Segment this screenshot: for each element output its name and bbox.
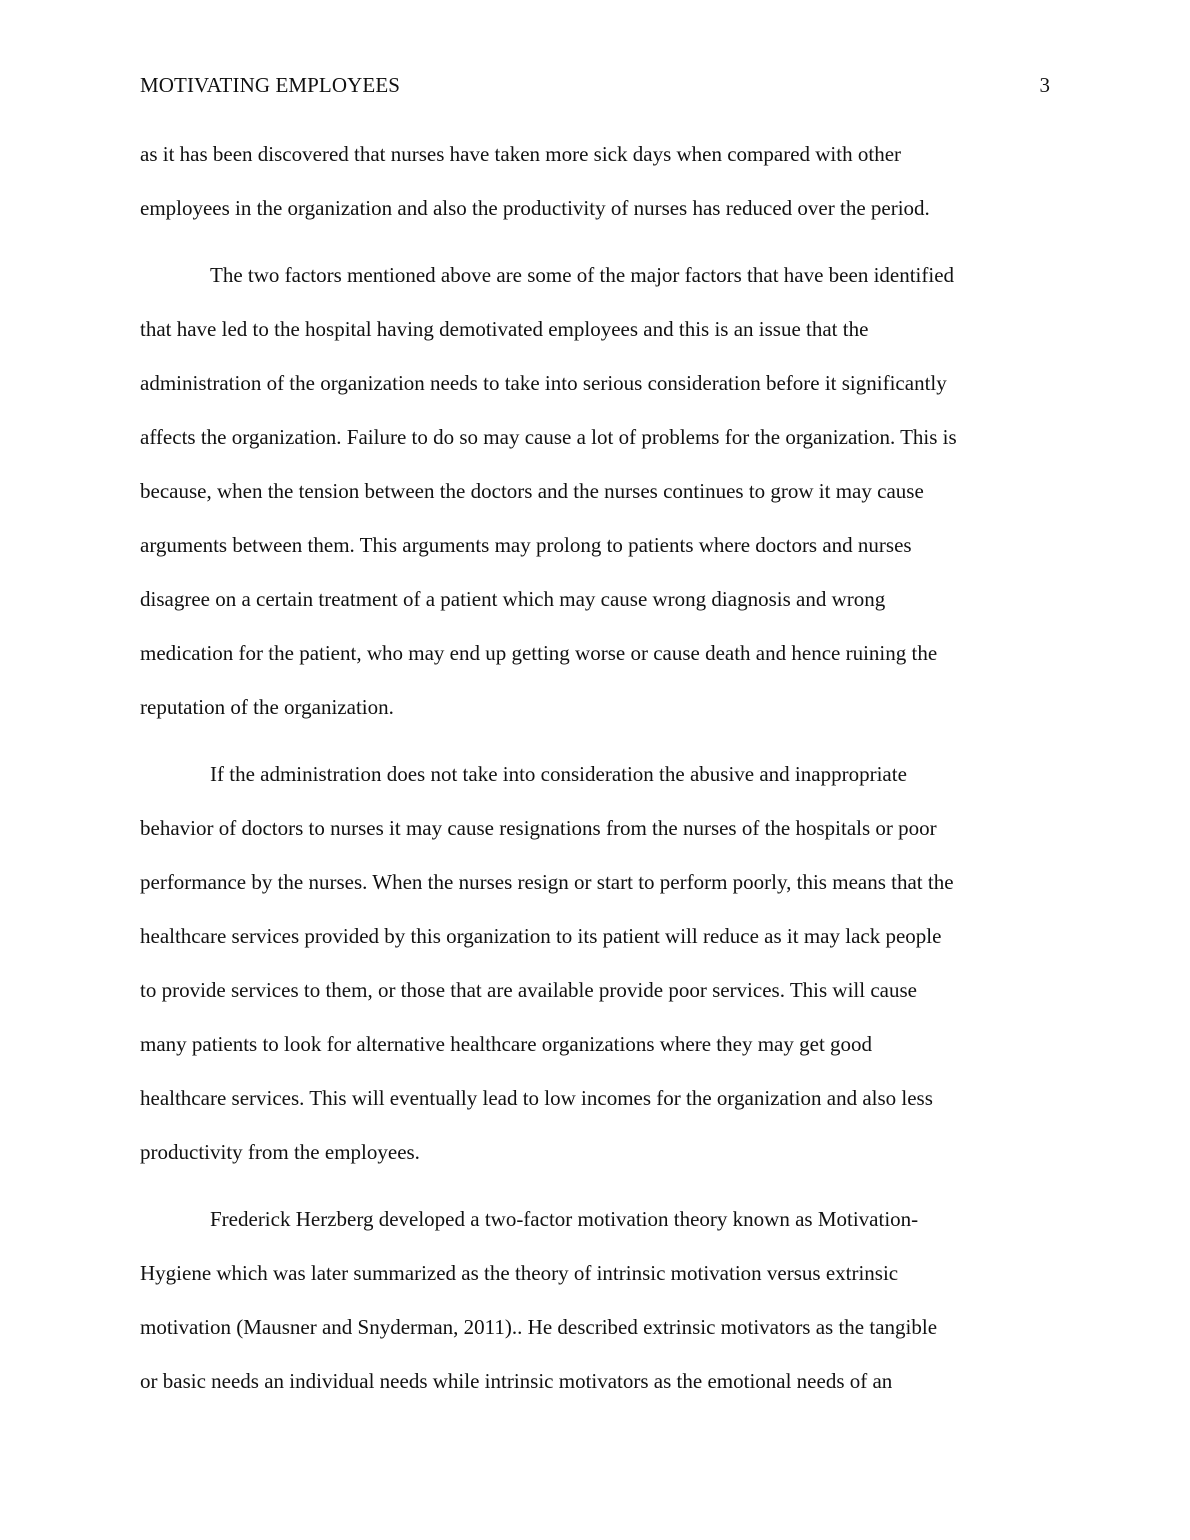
- text-line: The two factors mentioned above are some of the major factors that have been identified: [210, 263, 955, 287]
- text-line: to provide services to them, or those that are available provide poor services. This will cause: [140, 978, 917, 1002]
- text-line: behavior of doctors to nurses it may cause resignations from the nurses of the hospitals or poor: [140, 816, 937, 840]
- text-line: or basic needs an individual needs while intrinsic motivators as the emotional needs of an: [140, 1369, 893, 1393]
- text-line: as it has been discovered that nurses have taken more sick days when compared with other: [140, 142, 902, 166]
- text-line: many patients to look for alternative healthcare organizations where they may get good: [140, 1032, 873, 1056]
- text-line: arguments between them. This arguments may prolong to patients where doctors and nurses: [140, 533, 912, 557]
- paragraph-herzberg: [140, 1192, 1050, 1408]
- running-head: [140, 70, 1050, 100]
- paragraph-resignations: [140, 747, 1050, 1179]
- paragraph-consequences: [140, 248, 1050, 734]
- running-head-title: MOTIVATING EMPLOYEES: [140, 73, 401, 97]
- text-line: motivation (Mausner and Snyderman, 2011).. He described extrinsic motivators as the tangible: [140, 1315, 938, 1339]
- text-line: Frederick Herzberg developed a two-factor motivation theory known as Motivation-: [210, 1207, 919, 1231]
- body-text: [140, 127, 1050, 1408]
- text-line: If the administration does not take into consideration the abusive and inappropriate: [210, 762, 907, 786]
- text-line: employees in the organization and also the productivity of nurses has reduced over the period.: [140, 196, 930, 220]
- text-line: disagree on a certain treatment of a patient which may cause wrong diagnosis and wrong: [140, 587, 886, 611]
- text-line: Hygiene which was later summarized as the theory of intrinsic motivation versus extrinsic: [140, 1261, 899, 1285]
- text-line: medication for the patient, who may end up getting worse or cause death and hence ruining the: [140, 641, 938, 665]
- paragraph-continuation: [140, 127, 1050, 235]
- text-line: administration of the organization needs to take into serious consideration before it significantly: [140, 371, 947, 395]
- text-line: affects the organization. Failure to do so may cause a lot of problems for the organization. This is: [140, 425, 957, 449]
- text-line: because, when the tension between the doctors and the nurses continues to grow it may cause: [140, 479, 924, 503]
- text-line: that have led to the hospital having demotivated employees and this is an issue that the: [140, 317, 869, 341]
- text-line: healthcare services. This will eventually lead to low incomes for the organization and also less: [140, 1086, 933, 1110]
- text-line: productivity from the employees.: [140, 1140, 420, 1164]
- page-number: 3: [1039, 73, 1050, 97]
- text-line: healthcare services provided by this organization to its patient will reduce as it may lack people: [140, 924, 942, 948]
- text-line: reputation of the organization.: [140, 695, 394, 719]
- text-line: performance by the nurses. When the nurses resign or start to perform poorly, this means that the: [140, 870, 954, 894]
